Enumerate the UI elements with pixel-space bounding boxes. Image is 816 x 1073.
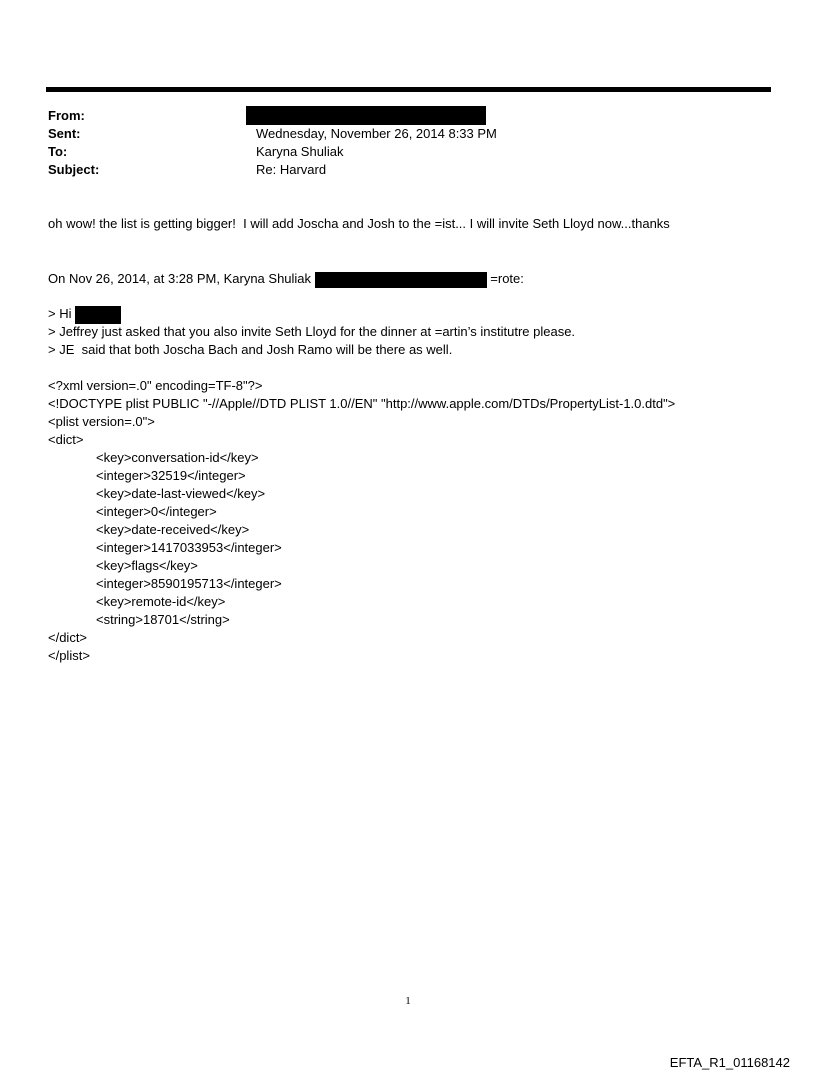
reply-text: oh wow! the list is getting bigger! I will add Joscha and Josh to the =ist... I will invite Seth Lloyd now...thanks xyxy=(48,216,670,231)
quote-intro-before: On Nov 26, 2014, at 3:28 PM, Karyna Shuliak xyxy=(48,271,315,286)
plist-entry: <key>remote-id</key> xyxy=(96,594,226,609)
plist-entry: <integer>32519</integer> xyxy=(96,468,246,483)
sent-label: Sent: xyxy=(48,126,81,141)
plist-entry: <key>flags</key> xyxy=(96,558,198,573)
from-row xyxy=(48,107,768,125)
plist-entry: <integer>8590195713</integer> xyxy=(96,576,282,591)
dict-close: </dict> xyxy=(48,630,88,645)
from-redaction xyxy=(246,106,486,125)
plist-open: <plist version=.0"> xyxy=(48,414,155,429)
subject-row xyxy=(48,161,768,179)
to-label: To: xyxy=(48,144,68,159)
page-number: 1 xyxy=(405,995,411,1007)
to-value: Karyna Shuliak xyxy=(256,144,344,159)
quoted-line-3: > JE said that both Joscha Bach and Josh Ramo will be there as well. xyxy=(48,342,453,357)
sender-email-redaction xyxy=(315,272,487,288)
quoted-hi: > Hi xyxy=(48,306,76,321)
header-rule xyxy=(46,87,771,92)
plist-entry: <integer>0</integer> xyxy=(96,504,217,519)
plist-entry: <key>conversation-id</key> xyxy=(96,450,259,465)
to-row xyxy=(48,143,768,161)
plist-entry: <key>date-received</key> xyxy=(96,522,250,537)
quote-intro-after: =rote: xyxy=(486,271,524,286)
subject-value: Re: Harvard xyxy=(256,162,327,177)
subject-label: Subject: xyxy=(48,162,100,177)
plist-entry: <string>18701</string> xyxy=(96,612,230,627)
plist-close: </plist> xyxy=(48,648,90,663)
sent-row xyxy=(48,125,768,143)
plist-entry: <key>date-last-viewed</key> xyxy=(96,486,266,501)
bates-number: EFTA_R1_01168142 xyxy=(669,1055,790,1070)
sent-value: Wednesday, November 26, 2014 8:33 PM xyxy=(256,126,497,141)
quote-intro xyxy=(48,270,524,288)
quoted-hi-line xyxy=(48,305,121,324)
plist-entry: <integer>1417033953</integer> xyxy=(96,540,282,555)
dict-open: <dict> xyxy=(48,432,84,447)
from-label: From: xyxy=(48,108,85,123)
recipient-name-redaction xyxy=(75,306,121,324)
xml-declaration: <?xml version=.0" encoding=TF-8"?> xyxy=(48,378,263,393)
quoted-line-2: > Jeffrey just asked that you also invite Seth Lloyd for the dinner at =artin’s institutre please. xyxy=(48,324,576,339)
xml-doctype: <!DOCTYPE plist PUBLIC "-//Apple//DTD PLIST 1.0//EN" "http://www.apple.com/DTDs/PropertyList-1.0.dtd"> xyxy=(48,396,676,411)
